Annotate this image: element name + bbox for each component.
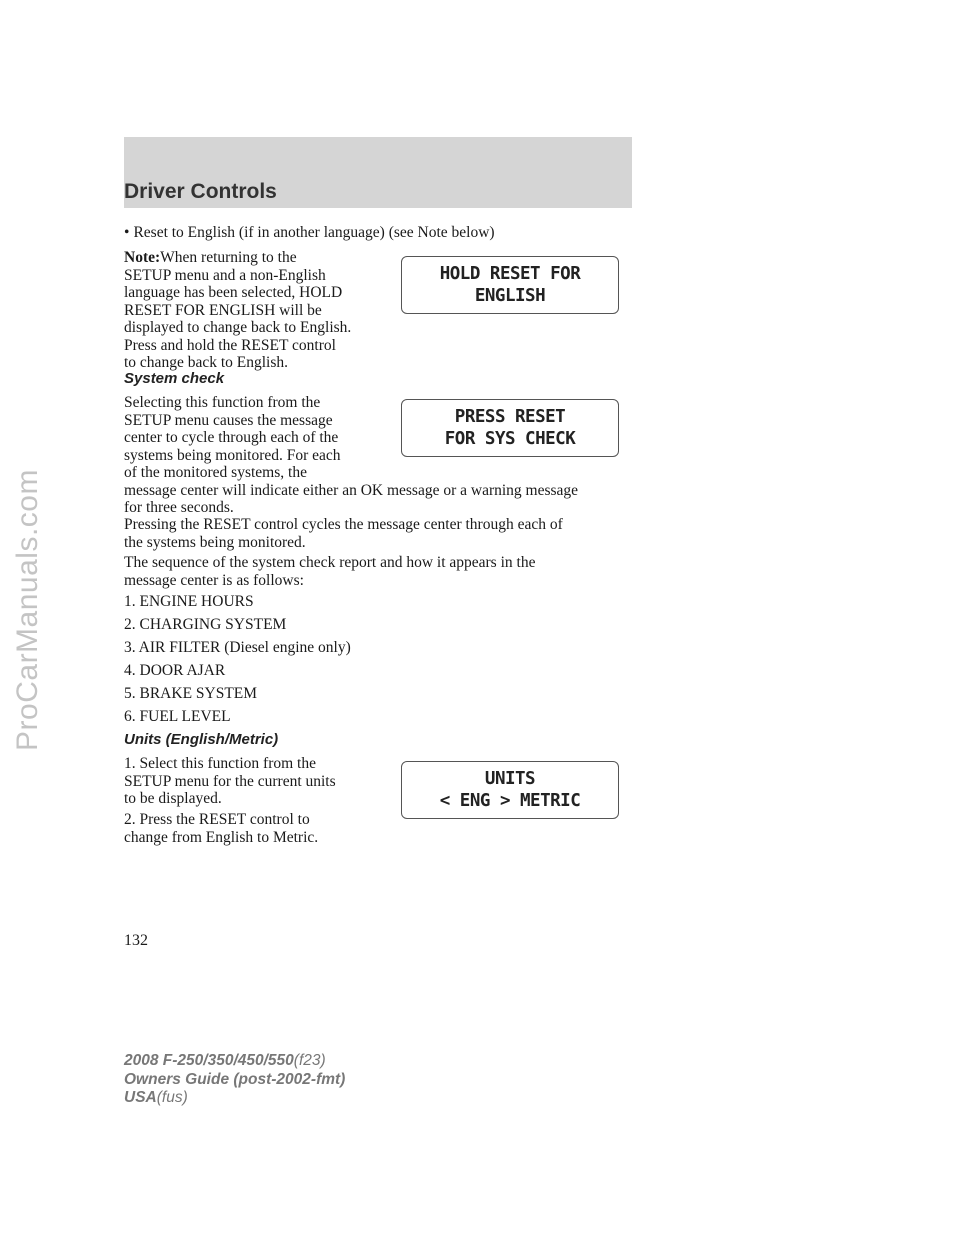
text-line: for three seconds. xyxy=(124,499,234,516)
list-item: 4. DOOR AJAR xyxy=(124,662,226,679)
text-line: systems being monitored. For each xyxy=(124,446,341,464)
document-footer xyxy=(124,1052,345,1108)
system-check-heading: System check xyxy=(124,370,225,387)
display-line: PRESS RESET xyxy=(454,407,566,427)
note-lead: Note: xyxy=(124,249,161,266)
bullet-item xyxy=(124,224,495,242)
section-title: Driver Controls xyxy=(124,180,277,203)
note-line: to change back to English. xyxy=(124,354,288,371)
note-line: language has been selected, HOLD xyxy=(124,284,343,301)
text-line: SETUP menu for the current units xyxy=(124,772,336,790)
footer-guide: Owners Guide (post-2002-fmt) xyxy=(124,1070,346,1088)
footer-model: 2008 F-250/350/450/550 xyxy=(124,1052,294,1069)
list-item: 1. ENGINE HOURS xyxy=(124,593,254,610)
bullet-text: Reset to English (if in another language) (see Note below) xyxy=(133,224,495,241)
note-line: RESET FOR ENGLISH will be xyxy=(124,301,322,319)
reset-cycle-paragraph xyxy=(124,516,563,551)
display-line: FOR SYS CHECK xyxy=(444,429,576,449)
bullet-symbol: • xyxy=(124,224,130,241)
text-line: 2. Press the RESET control to xyxy=(124,811,310,828)
footer-model-code: (f23) xyxy=(293,1052,326,1069)
note-line: displayed to change back to English. xyxy=(124,319,352,336)
text-line: Pressing the RESET control cycles the message center through each of xyxy=(124,516,563,533)
sequence-paragraph xyxy=(124,554,535,589)
display-line: HOLD RESET FOR xyxy=(439,264,581,284)
watermark xyxy=(8,400,48,820)
page-number: 132 xyxy=(124,932,148,949)
note-paragraph xyxy=(124,249,394,372)
display-line: UNITS xyxy=(484,769,536,789)
note-line: Press and hold the RESET control xyxy=(124,336,336,354)
text-line: center to cycle through each of the xyxy=(124,429,339,446)
message-display-units xyxy=(401,761,619,819)
text-line: to be displayed. xyxy=(124,790,222,807)
text-line: Selecting this function from the xyxy=(124,394,321,411)
units-heading: Units (English/Metric) xyxy=(124,731,279,748)
text-line: of the monitored systems, the xyxy=(124,464,307,481)
text-line: message center will indicate either an OK message or a warning message xyxy=(124,481,579,499)
section-header xyxy=(124,137,632,208)
list-item: 3. AIR FILTER (Diesel engine only) xyxy=(124,639,351,656)
list-item: 6. FUEL LEVEL xyxy=(124,708,231,725)
footer-region-code: (fus) xyxy=(156,1089,188,1106)
text-line: The sequence of the system check report and how it appears in the xyxy=(124,554,536,571)
message-display-sys-check xyxy=(401,399,619,457)
text-line: SETUP menu causes the message xyxy=(124,411,333,429)
text-line: change from English to Metric. xyxy=(124,828,319,846)
units-step-2 xyxy=(124,811,318,846)
watermark-text: ProCarManuals.com xyxy=(11,469,44,751)
message-display-hold-reset xyxy=(401,256,619,314)
note-line: SETUP menu and a non-English xyxy=(124,266,326,284)
list-item: 2. CHARGING SYSTEM xyxy=(124,616,287,633)
text-line: message center is as follows: xyxy=(124,571,304,589)
footer-region: USA xyxy=(124,1089,157,1106)
text-line: 1. Select this function from the xyxy=(124,755,316,772)
text-line: the systems being monitored. xyxy=(124,533,306,551)
note-line-1: When returning to the xyxy=(160,249,297,266)
list-item: 5. BRAKE SYSTEM xyxy=(124,685,258,702)
units-step-1 xyxy=(124,755,336,808)
display-line: ENGLISH xyxy=(474,286,546,306)
display-line: < ENG > METRIC xyxy=(439,791,581,811)
